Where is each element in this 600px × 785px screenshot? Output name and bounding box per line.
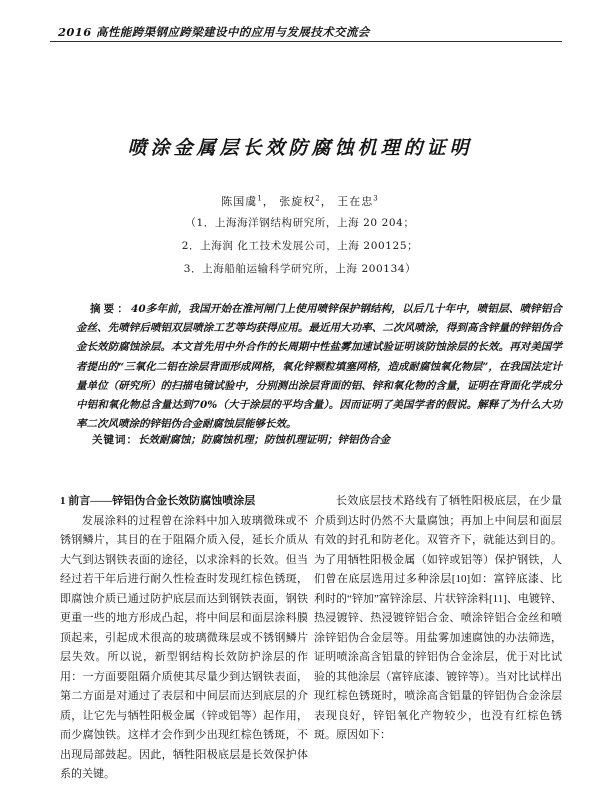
body-paragraph: 长效底层技术路线有了牺牲阳极底层，在少量介质到达时仍然不大量腐蚀；再加上中间层和面层有效的封孔和防老化。双管齐下，就能达到目的。为了用牺牲阳极金属（如锌或铝等）保护钢铁，人们曾在底层选用过多种涂层[10]如：富锌底漆、比利时的“锌加”富锌涂层、片状锌涂料[11]、电镀锌、热浸镀锌、热浸镀锌铝合金、喷涂锌铝合金丝和喷涂锌铝伪合金层等。用盐雾加速腐蚀的办法筛选，证明喷涂高含铝量的锌铝伪合金涂层，优于对比试验的其他涂层（富锌底漆、镀锌等）。当对比试样出现红棕色锈斑时，喷涂高含铝量的锌铝伪合金涂层表现良好，锌铝氧化产物较少，也没有红棕色锈斑。原因如下： bbox=[314, 495, 562, 741]
paper-title: 喷涂金属层长效防腐蚀机理的证明 bbox=[127, 137, 473, 159]
keywords-text: 长效耐腐蚀；防腐蚀机理；防蚀机理证明；锌铝伪合金 bbox=[138, 434, 390, 446]
body-column-right bbox=[314, 492, 562, 746]
keywords bbox=[92, 432, 562, 447]
header-rule bbox=[50, 41, 562, 42]
abstract-label: 摘要： bbox=[90, 303, 132, 315]
author-affil-mark: 3 bbox=[373, 194, 379, 203]
author-affil-mark: 1 bbox=[257, 194, 263, 203]
section-heading: 1 前言——锌铝伪合金长效防腐蚀喷涂层 bbox=[60, 495, 256, 507]
author-line: 陈国虞$^1$， 张旋权$^2$， 王在忠$^3$ bbox=[221, 194, 379, 208]
keywords-label: 关键词： bbox=[92, 434, 138, 446]
author-name: 陈国虞 bbox=[221, 195, 258, 208]
affiliation-line: 2．上海润 化工技术发展公司，上海 200125； bbox=[181, 240, 419, 252]
affiliation-line: 3．上海船舶运输科学研究所，上海 200134） bbox=[183, 263, 417, 275]
body-paragraph: 发展涂料的过程曾在涂料中加入玻璃微珠或不锈钢鳞片，其目的在于阻隔介质入侵，延长介质从大气到达钢铁表面的途径，以求涂料的长效。但当经过若干年后进行耐久性检查时发现红棕色锈斑，即腐蚀介质已通过防护底层而达到钢铁表面，钢铁更重一些的地方形成凸起，将中间层和面层涂料膜顶起来，引起成术很高的玻璃微珠层或不锈钢鳞片层失效。所以说，新型钢结构长效防护涂层的作用：一方面要阻隔介质使其尽量少到达钢铁表面，第二方面是对通过了表层和中间层而达到底层的介质，让它先与牺牲阳极金属（锌或铝等）起作用，而少腐蚀铁。这样才会作到少出现红棕色锈斑，不出现局部鼓起。因此，牺牲阳极底层是长效保护体系的关键。 bbox=[60, 514, 308, 780]
abstract bbox=[76, 300, 562, 434]
author-affil-mark: 2 bbox=[315, 194, 321, 203]
affiliation-line: （1．上海海洋钢结构研究所，上海 20 204； bbox=[185, 217, 415, 229]
abstract-text: 40多年前，我国开始在淮河闸门上使用喷锌保护钢结构，以后几十年中，喷铝层、喷锌铝合金丝、先喷锌后喷铝双层喷涂工艺等均获得应用。最近用大功率、二次风喷涂，得到高含锌量的锌铝伪合金长效防腐蚀涂层。本文首先用中外合作的长周期中性盐雾加速试验证明该防蚀涂层的长效。再对美国学者提出的“三氧化二铝在涂层背面形成网格，氧化锌颗粒填塞网格，造成耐腐蚀氧化物层”，在我国法定计量单位（研究所）的扫描电镜试验中，分别测出涂层背面的铝、锌和氧化物的含量，证明在背面化学成分中铝和氧化物总含量达到70%（大于涂层的平均含量）。因而证明了美国学者的假说。解释了为什么大功率二次风喷涂的锌铝伪合金耐腐蚀层能够长效。 bbox=[76, 303, 562, 431]
author-name: 王在忠 bbox=[337, 195, 374, 208]
author-name: 张旋权 bbox=[279, 195, 316, 208]
body-column-left bbox=[60, 492, 308, 785]
running-head: 2016 高性能跨渠钢应跨梁建设中的应用与发展技术交流会 bbox=[58, 25, 370, 39]
